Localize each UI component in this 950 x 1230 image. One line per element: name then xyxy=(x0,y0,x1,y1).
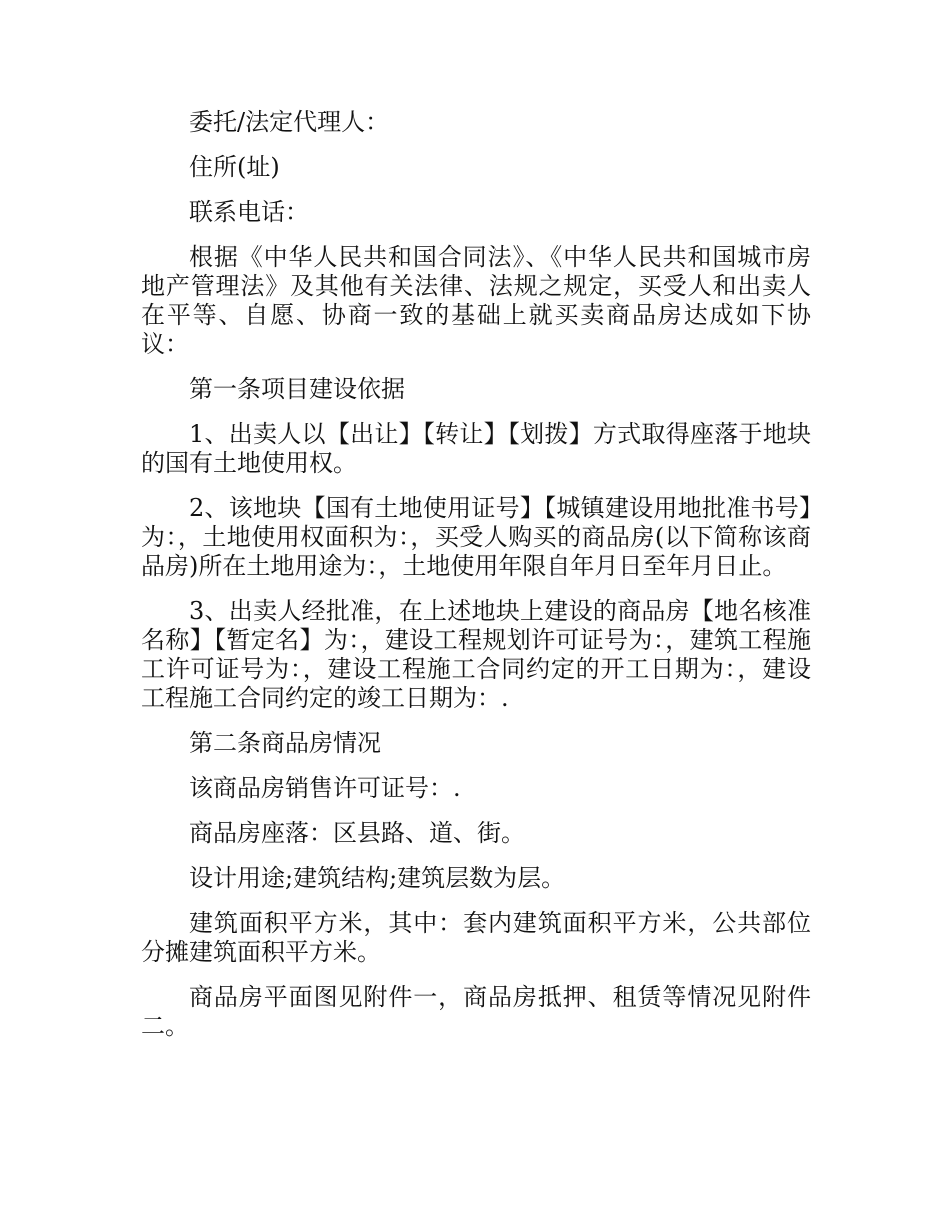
article-one-clause-2: 2、该地块【国有土地使用证号】【城镇建设用地批准书号】为：，土地使用权面积为：，买受人购买的商品房(以下简称该商品房)所在土地用途为：，土地使用年限自年月日至年月日止。 xyxy=(141,494,811,580)
address-label: 住所(址) xyxy=(189,153,280,181)
article-one-clause-3: 3、出卖人经批准，在上述地块上建设的商品房【地名核准名称】【暂定名】为：，建设工程规划许可证号为：，建筑工程施工许可证号为：，建设工程施工合同约定的开工日期为：，建设工程施工合同约定的竣工日期为：. xyxy=(141,597,811,712)
design-use-line: 设计用途;建筑结构;建筑层数为层。 xyxy=(189,864,566,892)
floor-area-paragraph: 建筑面积平方米，其中：套内建筑面积平方米，公共部位分摊建筑面积平方米。 xyxy=(141,909,811,966)
sales-permit-line: 该商品房销售许可证号：. xyxy=(189,774,461,802)
article-two-heading: 第二条商品房情况 xyxy=(189,729,381,757)
document-page xyxy=(141,108,811,1057)
preamble-paragraph: 根据《中华人民共和国合同法》、《中华人民共和国城市房地产管理法》及其他有关法律、法规之规定，买受人和出卖人在平等、自愿、协商一致的基础上就买卖商品房达成如下协议： xyxy=(141,243,811,358)
agent-label: 委托/法定代理人： xyxy=(189,108,390,136)
article-one-clause-1: 1、出卖人以【出让】【转让】【划拨】方式取得座落于地块的国有土地使用权。 xyxy=(141,420,811,477)
article-one-heading: 第一条项目建设依据 xyxy=(189,375,405,403)
phone-label: 联系电话： xyxy=(189,198,309,226)
attachments-paragraph: 商品房平面图见附件一，商品房抵押、租赁等情况见附件二。 xyxy=(141,983,811,1040)
location-line: 商品房座落：区县路、道、街。 xyxy=(189,819,525,847)
